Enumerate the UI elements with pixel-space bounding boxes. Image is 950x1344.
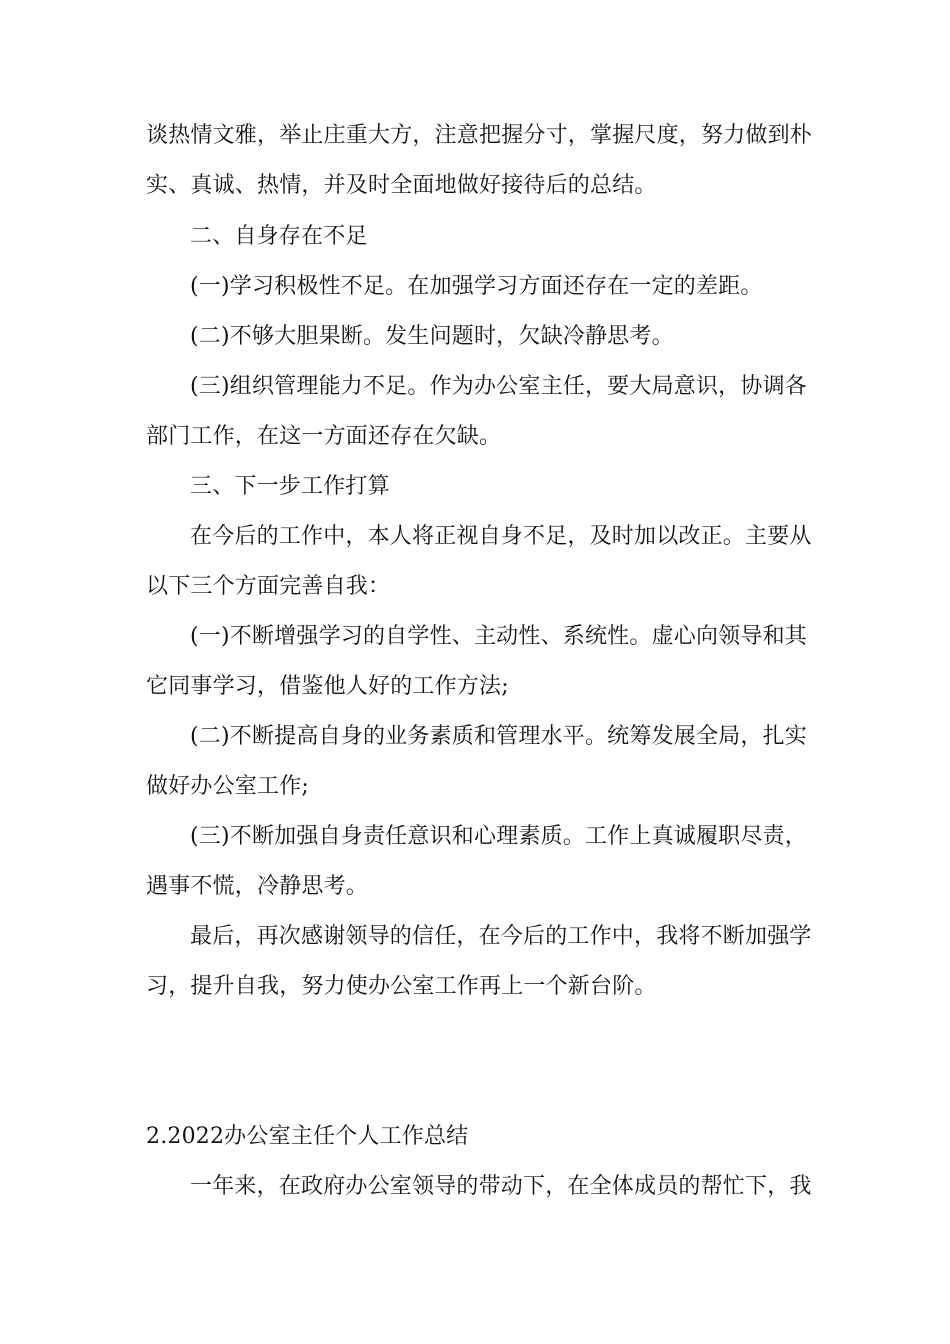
paragraph-line: 以下三个方面完善自我： — [146, 574, 391, 599]
article-title: 2.2022办公室主任个人工作总结 — [146, 1124, 469, 1149]
list-item: (一)学习积极性不足。在加强学习方面还存在一定的差距。 — [190, 274, 763, 299]
list-item: (三)组织管理能力不足。作为办公室主任，要大局意识，协调各 — [190, 374, 807, 399]
list-item: (二)不断提高自身的业务素质和管理水平。统筹发展全局，扎实 — [190, 724, 807, 749]
paragraph-line: 在今后的工作中，本人将正视自身不足，及时加以改正。主要从 — [190, 524, 812, 549]
paragraph-line: 一年来，在政府办公室领导的带动下，在全体成员的帮忙下，我 — [190, 1174, 812, 1199]
paragraph-line: 谈热情文雅，举止庄重大方，注意把握分寸，掌握尺度，努力做到朴 — [146, 123, 813, 148]
paragraph-line: 最后，再次感谢领导的信任，在今后的工作中，我将不断加强学 — [190, 924, 812, 949]
list-item-continuation: 遇事不慌，冷静思考。 — [146, 874, 369, 899]
section-heading: 三、下一步工作打算 — [190, 474, 390, 499]
list-item: (三)不断加强自身责任意识和心理素质。工作上真诚履职尽责， — [190, 824, 807, 849]
section-heading: 二、自身存在不足 — [190, 224, 368, 249]
list-item: (一)不断增强学习的自学性、主动性、系统性。虚心向领导和其 — [190, 624, 807, 649]
list-item-continuation: 做好办公室工作; — [146, 774, 310, 799]
paragraph-line: 习，提升自我，努力使办公室工作再上一个新台阶。 — [146, 974, 657, 999]
list-item: (二)不够大胆果断。发生问题时，欠缺冷静思考。 — [190, 324, 674, 349]
paragraph-line: 实、真诚、热情，并及时全面地做好接待后的总结。 — [146, 173, 657, 198]
list-item-continuation: 它同事学习，借鉴他人好的工作方法; — [146, 674, 509, 699]
list-item-continuation: 部门工作，在这一方面还存在欠缺。 — [146, 424, 502, 449]
